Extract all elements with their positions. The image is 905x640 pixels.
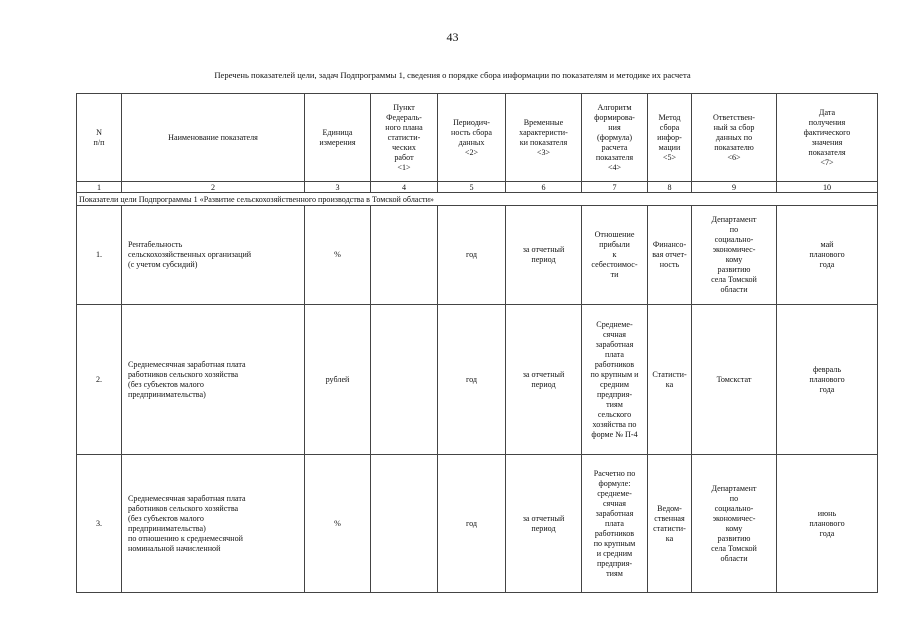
periodicity-cell: год bbox=[438, 455, 506, 593]
time-characteristics-cell: за отчетный период bbox=[506, 305, 582, 455]
date-cell: май планового года bbox=[777, 206, 878, 305]
periodicity-cell: год bbox=[438, 305, 506, 455]
section-row bbox=[77, 193, 878, 206]
column-number-cell: 8 bbox=[648, 182, 692, 193]
column-number-cell: 2 bbox=[122, 182, 305, 193]
responsible-cell: Департамент по социально- экономичес- кому развитию села Томской области bbox=[692, 206, 777, 305]
header-cell-plan-item: Пункт Федераль- ного плана статисти- ческих работ <1> bbox=[371, 94, 438, 182]
plan-item-cell bbox=[371, 455, 438, 593]
plan-item-cell bbox=[371, 206, 438, 305]
responsible-cell: Департамент по социально- экономичес- кому развитию села Томской области bbox=[692, 455, 777, 593]
collection-method-cell: Ведом- ственная статисти- ка bbox=[648, 455, 692, 593]
column-number-cell: 7 bbox=[582, 182, 648, 193]
header-cell-number: N п/п bbox=[77, 94, 122, 182]
unit-cell: % bbox=[305, 455, 371, 593]
algorithm-cell: Среднеме- сячная заработная плата работников по крупным и средним предприя- тиям сельского хозяйства по форме № П-4 bbox=[582, 305, 648, 455]
header-row bbox=[77, 94, 878, 182]
algorithm-cell: Отношение прибыли к себестоимос- ти bbox=[582, 206, 648, 305]
column-number-cell: 4 bbox=[371, 182, 438, 193]
column-number-cell: 6 bbox=[506, 182, 582, 193]
date-cell: июнь планового года bbox=[777, 455, 878, 593]
page-number: 43 bbox=[446, 30, 459, 44]
collection-method-cell: Статисти- ка bbox=[648, 305, 692, 455]
column-number-cell: 3 bbox=[305, 182, 371, 193]
header-cell-collection-method: Метод сбора инфор- мации <5> bbox=[648, 94, 692, 182]
column-number-cell: 9 bbox=[692, 182, 777, 193]
header-cell-algorithm: Алгоритм формирова- ния (формула) расчета показателя <4> bbox=[582, 94, 648, 182]
table-row bbox=[77, 305, 878, 455]
column-number-cell: 10 bbox=[777, 182, 878, 193]
header-cell-responsible: Ответствен- ный за сбор данных по показателю <6> bbox=[692, 94, 777, 182]
indicator-name: Среднемесячная заработная плата работников сельского хозяйства (без субъектов малого предпринимательства) bbox=[122, 305, 305, 455]
indicator-name: Среднемесячная заработная плата работников сельского хозяйства (без субъектов малого предпринимательства) по отношению к среднемесячной номинальной начисленной bbox=[122, 455, 305, 593]
time-characteristics-cell: за отчетный период bbox=[506, 206, 582, 305]
row-number: 1. bbox=[77, 206, 122, 305]
document-title: Перечень показателей цели, задач Подпрограммы 1, сведения о порядке сбора информации по показателям и методике их расчета bbox=[214, 70, 691, 80]
header-cell-date: Дата получения фактического значения показателя <7> bbox=[777, 94, 878, 182]
row-number: 2. bbox=[77, 305, 122, 455]
column-number-cell: 1 bbox=[77, 182, 122, 193]
header-cell-name: Наименование показателя bbox=[122, 94, 305, 182]
unit-cell: % bbox=[305, 206, 371, 305]
header-cell-periodicity: Периодич- ность сбора данных <2> bbox=[438, 94, 506, 182]
collection-method-cell: Финансо- вая отчет- ность bbox=[648, 206, 692, 305]
header-cell-time-characteristics: Временные характеристи- ки показателя <3> bbox=[506, 94, 582, 182]
indicator-name: Рентабельность сельскохозяйственных организаций (с учетом субсидий) bbox=[122, 206, 305, 305]
periodicity-cell: год bbox=[438, 206, 506, 305]
plan-item-cell bbox=[371, 305, 438, 455]
unit-cell: рублей bbox=[305, 305, 371, 455]
row-number: 3. bbox=[77, 455, 122, 593]
algorithm-cell: Расчетно по формуле: среднеме- сячная заработная плата работников по крупным и средним предприя- тиям bbox=[582, 455, 648, 593]
indicators-table bbox=[76, 93, 878, 593]
column-number-row bbox=[77, 182, 878, 193]
table-row bbox=[77, 206, 878, 305]
section-title: Показатели цели Подпрограммы 1 «Развитие сельскохозяйственного производства в Томской области» bbox=[77, 193, 878, 206]
table-row bbox=[77, 455, 878, 593]
time-characteristics-cell: за отчетный период bbox=[506, 455, 582, 593]
date-cell: февраль планового года bbox=[777, 305, 878, 455]
responsible-cell: Томскстат bbox=[692, 305, 777, 455]
column-number-cell: 5 bbox=[438, 182, 506, 193]
header-cell-unit: Единица измерения bbox=[305, 94, 371, 182]
